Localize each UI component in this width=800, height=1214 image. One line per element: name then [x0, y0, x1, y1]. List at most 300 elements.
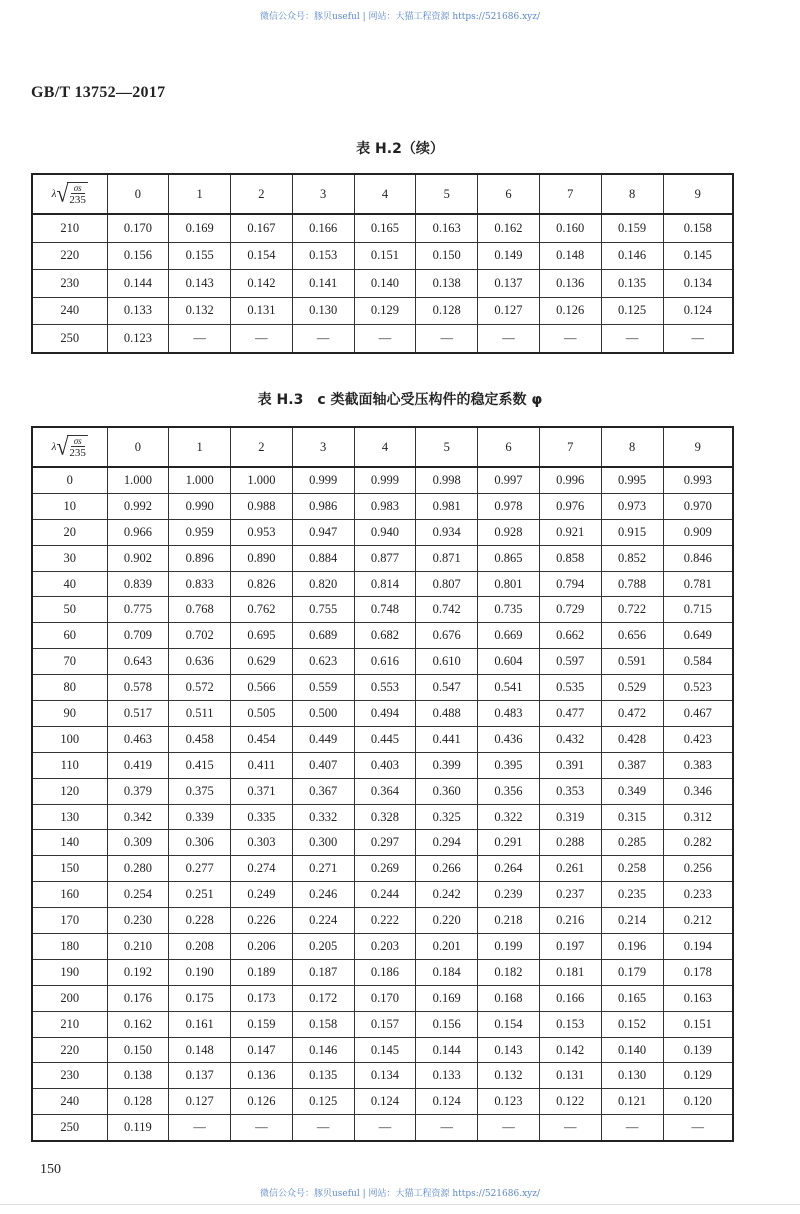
- table-cell: 0.187: [292, 959, 354, 985]
- table-cell: 0.148: [169, 1037, 231, 1063]
- table-cell: 0.161: [169, 1011, 231, 1037]
- table-cell: 0.186: [354, 959, 416, 985]
- table-cell: 0.597: [539, 649, 601, 675]
- column-header: 6: [478, 427, 540, 467]
- table-cell: 0.529: [601, 675, 663, 701]
- table-cell: 0.990: [169, 493, 231, 519]
- table-cell: 0.322: [478, 804, 540, 830]
- table-cell: 0.999: [292, 467, 354, 493]
- table-row: [32, 493, 733, 519]
- table-cell: 0.391: [539, 752, 601, 778]
- table-row: [32, 908, 733, 934]
- column-header: 8: [601, 174, 663, 214]
- table-h2-caption: 表 H.2（续）: [356, 141, 444, 157]
- table-cell: 0.157: [354, 1011, 416, 1037]
- column-header: 2: [231, 427, 293, 467]
- table-cell: 0.387: [601, 752, 663, 778]
- table-cell: 0.137: [169, 1063, 231, 1089]
- table-cell: 0.134: [663, 270, 733, 298]
- column-header: 2: [231, 174, 293, 214]
- sqrt-icon: √: [56, 179, 69, 208]
- column-header: 7: [539, 427, 601, 467]
- formula-numerator: σs: [71, 436, 85, 447]
- table-cell: 0.189: [231, 959, 293, 985]
- table-cell: 0.328: [354, 804, 416, 830]
- table-cell: 0.788: [601, 571, 663, 597]
- table-cell: 0.208: [169, 934, 231, 960]
- table-cell: —: [292, 325, 354, 353]
- table-cell: 0.133: [416, 1063, 478, 1089]
- table-cell: 0.623: [292, 649, 354, 675]
- table-cell: 0.814: [354, 571, 416, 597]
- table-cell: 0.682: [354, 623, 416, 649]
- table-row: [32, 882, 733, 908]
- page-divider: [0, 1204, 800, 1205]
- table-cell: 0.940: [354, 519, 416, 545]
- table-cell: 0.156: [416, 1011, 478, 1037]
- row-header: 250: [32, 325, 107, 353]
- table-cell: 0.934: [416, 519, 478, 545]
- table-cell: 0.291: [478, 830, 540, 856]
- slenderness-formula-header: [32, 427, 107, 467]
- table-cell: 0.254: [107, 882, 169, 908]
- table-cell: 0.133: [107, 297, 169, 325]
- table-cell: 0.143: [478, 1037, 540, 1063]
- table-cell: 0.146: [292, 1037, 354, 1063]
- table-cell: 0.748: [354, 597, 416, 623]
- table-cell: 0.689: [292, 623, 354, 649]
- table-cell: 0.997: [478, 467, 540, 493]
- table-cell: 0.702: [169, 623, 231, 649]
- table-cell: 0.432: [539, 726, 601, 752]
- table-cell: 0.134: [354, 1063, 416, 1089]
- standard-id: GB/T 13752—2017: [31, 84, 166, 101]
- table-cell: 0.124: [416, 1089, 478, 1115]
- table-cell: 0.199: [478, 934, 540, 960]
- table-cell: 0.145: [354, 1037, 416, 1063]
- row-header: 140: [32, 830, 107, 856]
- table-cell: 0.353: [539, 778, 601, 804]
- table-cell: 0.170: [107, 214, 169, 242]
- table-cell: 0.126: [231, 1089, 293, 1115]
- table-cell: 0.742: [416, 597, 478, 623]
- table-cell: 0.411: [231, 752, 293, 778]
- table-cell: 0.128: [107, 1089, 169, 1115]
- table-cell: 0.909: [663, 519, 733, 545]
- table-cell: 0.162: [478, 214, 540, 242]
- table-cell: 0.483: [478, 701, 540, 727]
- table-cell: 0.584: [663, 649, 733, 675]
- table-cell: 0.242: [416, 882, 478, 908]
- table-cell: 0.488: [416, 701, 478, 727]
- table-cell: 0.154: [231, 242, 293, 270]
- table-cell: 0.282: [663, 830, 733, 856]
- table-cell: 0.553: [354, 675, 416, 701]
- row-header: 220: [32, 1037, 107, 1063]
- table-row: [32, 778, 733, 804]
- table-h3-caption: 表 H.3 c 类截面轴心受压构件的稳定系数 φ: [257, 392, 543, 408]
- table-cell: 0.203: [354, 934, 416, 960]
- table-cell: 0.140: [354, 270, 416, 298]
- table-cell: 0.649: [663, 623, 733, 649]
- table-cell: 0.151: [354, 242, 416, 270]
- column-header: 0: [107, 174, 169, 214]
- table-cell: 0.978: [478, 493, 540, 519]
- column-header: 9: [663, 427, 733, 467]
- table-cell: 0.130: [292, 297, 354, 325]
- table-cell: 0.119: [107, 1115, 169, 1141]
- table-cell: 0.463: [107, 726, 169, 752]
- table-cell: 0.722: [601, 597, 663, 623]
- table-cell: 0.715: [663, 597, 733, 623]
- row-header: 200: [32, 985, 107, 1011]
- table-cell: 0.346: [663, 778, 733, 804]
- table-cell: 0.206: [231, 934, 293, 960]
- table-cell: 0.175: [169, 985, 231, 1011]
- table-cell: 0.166: [539, 985, 601, 1011]
- table-cell: 0.125: [601, 297, 663, 325]
- table-cell: 0.159: [231, 1011, 293, 1037]
- column-header: 3: [292, 174, 354, 214]
- table-cell: 0.294: [416, 830, 478, 856]
- table-row: [32, 545, 733, 571]
- table-cell: 0.152: [601, 1011, 663, 1037]
- table-cell: —: [169, 1115, 231, 1141]
- row-header: 160: [32, 882, 107, 908]
- table-cell: 0.988: [231, 493, 293, 519]
- table-cell: 0.303: [231, 830, 293, 856]
- table-row: [32, 934, 733, 960]
- table-cell: —: [416, 325, 478, 353]
- table-cell: 0.695: [231, 623, 293, 649]
- table-cell: 0.896: [169, 545, 231, 571]
- row-header: 240: [32, 1089, 107, 1115]
- table-cell: 0.877: [354, 545, 416, 571]
- table-cell: 0.150: [107, 1037, 169, 1063]
- table-cell: 0.472: [601, 701, 663, 727]
- table-cell: —: [478, 1115, 540, 1141]
- table-cell: 0.992: [107, 493, 169, 519]
- table-cell: 0.395: [478, 752, 540, 778]
- column-header: 4: [354, 174, 416, 214]
- header-row: [32, 427, 733, 467]
- table-cell: 0.839: [107, 571, 169, 597]
- table-cell: 0.165: [601, 985, 663, 1011]
- table-cell: 0.258: [601, 856, 663, 882]
- table-cell: 0.890: [231, 545, 293, 571]
- table-cell: —: [663, 325, 733, 353]
- table-cell: 0.246: [292, 882, 354, 908]
- table-cell: 0.319: [539, 804, 601, 830]
- table-cell: 0.656: [601, 623, 663, 649]
- table-cell: 0.146: [601, 242, 663, 270]
- table-cell: 0.449: [292, 726, 354, 752]
- table-row: [32, 1063, 733, 1089]
- table-cell: 0.458: [169, 726, 231, 752]
- column-header: 8: [601, 427, 663, 467]
- row-header: 60: [32, 623, 107, 649]
- table-row: [32, 804, 733, 830]
- table-cell: 0.155: [169, 242, 231, 270]
- table-cell: 0.129: [354, 297, 416, 325]
- table-cell: 0.983: [354, 493, 416, 519]
- table-row: [32, 675, 733, 701]
- table-cell: 0.755: [292, 597, 354, 623]
- row-header: 30: [32, 545, 107, 571]
- table-cell: 0.578: [107, 675, 169, 701]
- row-header: 50: [32, 597, 107, 623]
- row-header: 250: [32, 1115, 107, 1141]
- table-cell: 0.142: [539, 1037, 601, 1063]
- column-header: 0: [107, 427, 169, 467]
- table-row: [32, 467, 733, 493]
- table-cell: 0.228: [169, 908, 231, 934]
- table-cell: 0.833: [169, 571, 231, 597]
- table-cell: 0.959: [169, 519, 231, 545]
- table-cell: 0.156: [107, 242, 169, 270]
- table-cell: 0.399: [416, 752, 478, 778]
- table-cell: 0.280: [107, 856, 169, 882]
- table-cell: 0.154: [478, 1011, 540, 1037]
- table-cell: 0.136: [539, 270, 601, 298]
- table-cell: 0.884: [292, 545, 354, 571]
- column-header: 5: [416, 427, 478, 467]
- table-cell: 0.172: [292, 985, 354, 1011]
- table-cell: 0.143: [169, 270, 231, 298]
- table-cell: 0.210: [107, 934, 169, 960]
- table-cell: 0.251: [169, 882, 231, 908]
- table-cell: 0.428: [601, 726, 663, 752]
- table-cell: 0.643: [107, 649, 169, 675]
- table-cell: 0.135: [601, 270, 663, 298]
- table-cell: —: [416, 1115, 478, 1141]
- table-cell: 0.947: [292, 519, 354, 545]
- table-cell: 1.000: [107, 467, 169, 493]
- table-cell: 0.332: [292, 804, 354, 830]
- table-cell: 0.121: [601, 1089, 663, 1115]
- table-cell: 0.192: [107, 959, 169, 985]
- table-cell: 0.794: [539, 571, 601, 597]
- table-cell: —: [231, 1115, 293, 1141]
- formula-denominator: 235: [69, 447, 86, 459]
- table-row: [32, 1037, 733, 1063]
- table-cell: 0.820: [292, 571, 354, 597]
- table-cell: 0.986: [292, 493, 354, 519]
- table-cell: 0.300: [292, 830, 354, 856]
- row-header: 130: [32, 804, 107, 830]
- table-cell: 0.127: [478, 297, 540, 325]
- table-cell: —: [354, 1115, 416, 1141]
- table-cell: 0.141: [292, 270, 354, 298]
- row-header: 210: [32, 1011, 107, 1037]
- table-cell: 0.153: [292, 242, 354, 270]
- table-cell: 0.921: [539, 519, 601, 545]
- table-row: [32, 856, 733, 882]
- table-cell: 0.676: [416, 623, 478, 649]
- table-cell: 0.629: [231, 649, 293, 675]
- table-cell: 0.454: [231, 726, 293, 752]
- table-cell: 0.610: [416, 649, 478, 675]
- table-cell: 0.976: [539, 493, 601, 519]
- table-cell: 0.807: [416, 571, 478, 597]
- table-cell: 0.249: [231, 882, 293, 908]
- table-row: [32, 752, 733, 778]
- table-cell: 0.233: [663, 882, 733, 908]
- table-cell: 0.124: [663, 297, 733, 325]
- table-cell: 0.147: [231, 1037, 293, 1063]
- table-cell: 0.196: [601, 934, 663, 960]
- table-cell: 0.511: [169, 701, 231, 727]
- table-cell: 0.973: [601, 493, 663, 519]
- table-cell: 0.415: [169, 752, 231, 778]
- table-cell: 0.212: [663, 908, 733, 934]
- page-number: 150: [40, 1162, 61, 1177]
- table-row: [32, 1011, 733, 1037]
- table-cell: 0.572: [169, 675, 231, 701]
- table-cell: 0.604: [478, 649, 540, 675]
- table-row: [32, 270, 733, 298]
- table-cell: 0.312: [663, 804, 733, 830]
- table-row: [32, 214, 733, 242]
- table-cell: 0.150: [416, 242, 478, 270]
- table-cell: 0.735: [478, 597, 540, 623]
- row-header: 180: [32, 934, 107, 960]
- table-cell: 0.996: [539, 467, 601, 493]
- row-header: 230: [32, 1063, 107, 1089]
- table-cell: 0.131: [231, 297, 293, 325]
- row-header: 70: [32, 649, 107, 675]
- table-row: [32, 325, 733, 353]
- table-cell: 0.123: [107, 325, 169, 353]
- table-cell: 0.125: [292, 1089, 354, 1115]
- table-cell: 0.256: [663, 856, 733, 882]
- table-cell: 0.264: [478, 856, 540, 882]
- table-cell: 0.360: [416, 778, 478, 804]
- table-cell: 0.173: [231, 985, 293, 1011]
- table-cell: 0.729: [539, 597, 601, 623]
- table-cell: 0.500: [292, 701, 354, 727]
- table-cell: 0.220: [416, 908, 478, 934]
- table-cell: —: [539, 325, 601, 353]
- table-cell: —: [601, 325, 663, 353]
- table-cell: 0.467: [663, 701, 733, 727]
- table-cell: 0.616: [354, 649, 416, 675]
- table-cell: 0.325: [416, 804, 478, 830]
- table-cell: 0.159: [601, 214, 663, 242]
- row-header: 120: [32, 778, 107, 804]
- table-cell: 0.129: [663, 1063, 733, 1089]
- table-cell: 0.995: [601, 467, 663, 493]
- table-row: [32, 297, 733, 325]
- header-row: [32, 174, 733, 214]
- table-cell: 0.339: [169, 804, 231, 830]
- table-row: [32, 726, 733, 752]
- table-cell: 0.915: [601, 519, 663, 545]
- table-cell: 0.981: [416, 493, 478, 519]
- table-row: [32, 649, 733, 675]
- table-cell: 0.132: [478, 1063, 540, 1089]
- table-row: [32, 985, 733, 1011]
- table-cell: 0.158: [663, 214, 733, 242]
- table-cell: 0.126: [539, 297, 601, 325]
- table-cell: 0.591: [601, 649, 663, 675]
- table-cell: 0.383: [663, 752, 733, 778]
- table-cell: 0.138: [107, 1063, 169, 1089]
- table-cell: 1.000: [231, 467, 293, 493]
- table-cell: 0.999: [354, 467, 416, 493]
- table-row: [32, 1089, 733, 1115]
- table-row: [32, 830, 733, 856]
- table-cell: 0.162: [107, 1011, 169, 1037]
- table-cell: 0.277: [169, 856, 231, 882]
- table-cell: 0.222: [354, 908, 416, 934]
- table-cell: 0.123: [478, 1089, 540, 1115]
- table-cell: 0.407: [292, 752, 354, 778]
- row-header: 10: [32, 493, 107, 519]
- table-cell: —: [292, 1115, 354, 1141]
- watermark-bottom: 微信公众号：豚贝useful | 网站：大猫工程资源 https://521686.xyz/: [259, 1189, 541, 1199]
- table-cell: 0.441: [416, 726, 478, 752]
- table-cell: 0.197: [539, 934, 601, 960]
- row-header: 190: [32, 959, 107, 985]
- formula-numerator: σs: [71, 183, 85, 194]
- row-header: 40: [32, 571, 107, 597]
- table-cell: 0.224: [292, 908, 354, 934]
- table-cell: 0.140: [601, 1037, 663, 1063]
- table-cell: —: [478, 325, 540, 353]
- formula-denominator: 235: [69, 194, 86, 206]
- watermark-top: 微信公众号：豚贝useful | 网站：大猫工程资源 https://521686.xyz/: [259, 12, 541, 22]
- table-row: [32, 701, 733, 727]
- table-cell: 0.138: [416, 270, 478, 298]
- table-cell: 0.261: [539, 856, 601, 882]
- row-header: 110: [32, 752, 107, 778]
- table-cell: 0.128: [416, 297, 478, 325]
- table-cell: 0.636: [169, 649, 231, 675]
- table-cell: 0.144: [107, 270, 169, 298]
- table-row: [32, 1115, 733, 1141]
- table-cell: 0.127: [169, 1089, 231, 1115]
- table-cell: 0.762: [231, 597, 293, 623]
- column-header: 9: [663, 174, 733, 214]
- table-cell: 0.201: [416, 934, 478, 960]
- table-cell: 0.547: [416, 675, 478, 701]
- table-cell: 0.168: [478, 985, 540, 1011]
- row-header: 220: [32, 242, 107, 270]
- table-cell: 0.151: [663, 1011, 733, 1037]
- sqrt-icon: √: [56, 432, 69, 461]
- table-cell: 0.535: [539, 675, 601, 701]
- table-cell: 0.541: [478, 675, 540, 701]
- table-cell: 0.364: [354, 778, 416, 804]
- table-cell: 0.144: [416, 1037, 478, 1063]
- table-cell: 0.149: [478, 242, 540, 270]
- table-cell: 0.169: [416, 985, 478, 1011]
- column-header: 1: [169, 174, 231, 214]
- table-cell: 0.135: [292, 1063, 354, 1089]
- table-cell: 0.494: [354, 701, 416, 727]
- table-cell: 0.237: [539, 882, 601, 908]
- table-cell: 0.375: [169, 778, 231, 804]
- table-cell: 0.216: [539, 908, 601, 934]
- table-cell: 0.367: [292, 778, 354, 804]
- table-row: [32, 597, 733, 623]
- table-cell: 0.124: [354, 1089, 416, 1115]
- table-cell: 0.309: [107, 830, 169, 856]
- table-cell: 0.165: [354, 214, 416, 242]
- column-header: 3: [292, 427, 354, 467]
- table-cell: 0.176: [107, 985, 169, 1011]
